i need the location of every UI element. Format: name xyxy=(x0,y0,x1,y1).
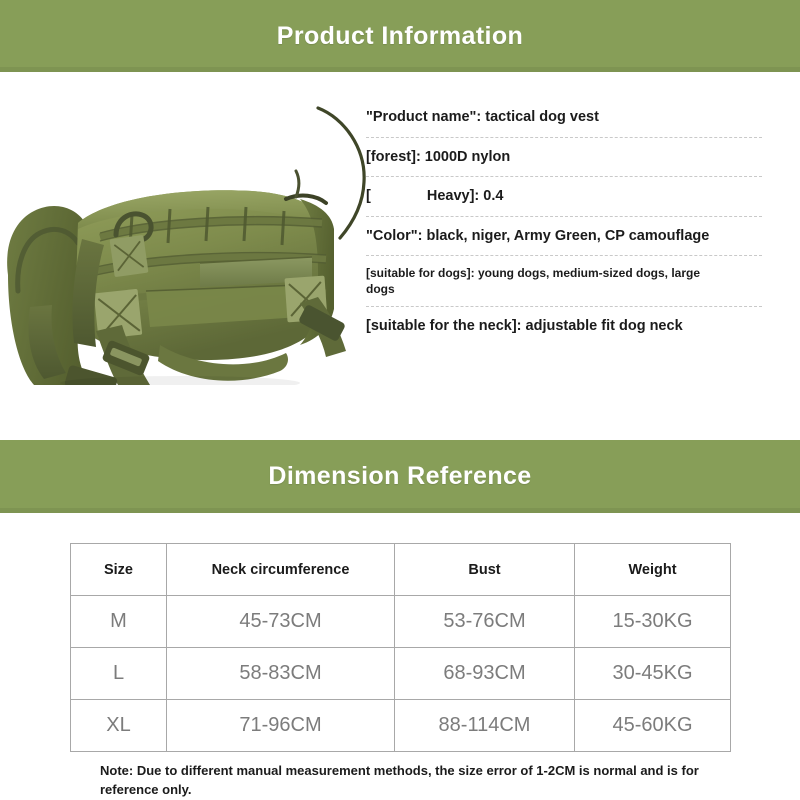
cell-neck: 45-73CM xyxy=(167,596,395,648)
cell-bust: 53-76CM xyxy=(395,596,575,648)
spec-product-name: "Product name": tactical dog vest xyxy=(366,109,599,125)
dimension-table xyxy=(70,543,731,752)
spec-row-weight xyxy=(366,187,766,207)
cell-size: L xyxy=(71,648,167,700)
table-row xyxy=(71,700,731,752)
spec-color: "Color": black, niger, Army Green, CP camouflage xyxy=(366,227,710,244)
table-row xyxy=(71,596,731,648)
cell-size: XL xyxy=(71,700,167,752)
spec-suitable-neck: [suitable for the neck]: adjustable fit dog neck xyxy=(366,318,683,335)
spec-row-suitable-dogs xyxy=(366,266,766,297)
table-header-weight: Weight xyxy=(575,544,731,596)
spec-row-color xyxy=(366,227,766,247)
cell-bust: 88-114CM xyxy=(395,700,575,752)
spec-row-product-name xyxy=(366,108,766,128)
cell-neck: 71-96CM xyxy=(167,700,395,752)
cell-bust: 68-93CM xyxy=(395,648,575,700)
table-header-bust: Bust xyxy=(395,544,575,596)
cell-weight: 15-30KG xyxy=(575,596,731,648)
spec-material: [forest]: 1000D nylon xyxy=(366,148,511,165)
spec-weight xyxy=(366,187,766,207)
spec-row-material xyxy=(366,148,766,168)
tactical-dog-vest-illustration xyxy=(0,95,350,385)
spec-weight-value: Heavy]: 0.4 xyxy=(426,188,504,205)
product-spec-list xyxy=(366,108,766,337)
spec-row-suitable-neck xyxy=(366,317,766,337)
table-header-size: Size xyxy=(71,544,167,596)
cell-weight: 30-45KG xyxy=(575,648,731,700)
cell-neck: 58-83CM xyxy=(167,648,395,700)
cell-weight: 45-60KG xyxy=(575,700,731,752)
banner-dimension-reference xyxy=(0,440,800,513)
table-row xyxy=(71,648,731,700)
dimension-table-wrapper xyxy=(70,543,730,752)
cell-size: M xyxy=(71,596,167,648)
banner-dimension-reference-title: Dimension Reference xyxy=(268,462,532,490)
spec-divider xyxy=(366,176,762,177)
dimension-table-note: Note: Due to different manual measurement methods, the size error of 1-2CM is normal and is for reference only. xyxy=(100,763,699,797)
spec-weight-prefix: [ xyxy=(366,188,371,205)
spec-divider xyxy=(366,137,762,138)
spec-divider xyxy=(366,216,762,217)
spec-suitable-dogs: [suitable for dogs]: young dogs, medium-sized dogs, large dogs xyxy=(366,266,701,296)
banner-product-information-title: Product Information xyxy=(276,21,524,50)
table-header-row xyxy=(71,544,731,596)
table-header-neck: Neck circumference xyxy=(167,544,395,596)
banner-product-information xyxy=(0,0,800,72)
spec-divider xyxy=(366,255,762,256)
product-image xyxy=(0,95,350,385)
spec-divider xyxy=(366,306,762,307)
